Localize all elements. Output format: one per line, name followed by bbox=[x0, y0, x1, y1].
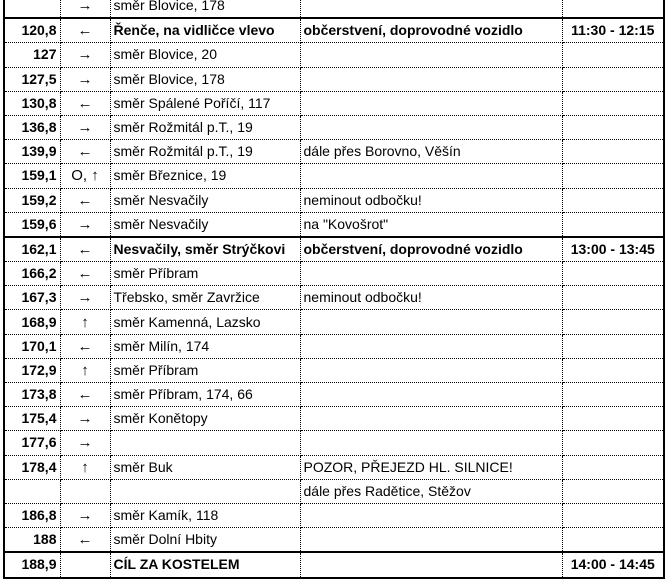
direction-description-cell: směr Dolní Hbity bbox=[110, 528, 300, 553]
direction-description-cell: směr Rožmitál p.T., 19 bbox=[110, 115, 300, 139]
time-cell: 11:30 - 12:15 bbox=[562, 18, 664, 43]
time-cell bbox=[562, 286, 664, 310]
note-cell: neminout odbočku! bbox=[300, 286, 562, 310]
direction-description-cell: směr Buk bbox=[110, 455, 300, 479]
direction-description-cell: Řenče, na vidličce vlevo bbox=[110, 18, 300, 43]
route-row bbox=[4, 188, 664, 212]
note-cell bbox=[300, 91, 562, 115]
direction-arrow-cell: ↑ bbox=[60, 358, 110, 382]
time-cell bbox=[562, 431, 664, 455]
time-cell bbox=[562, 479, 664, 503]
direction-arrow-cell: ← bbox=[60, 262, 110, 286]
direction-description-cell: směr Konětopy bbox=[110, 407, 300, 431]
route-table bbox=[3, 0, 665, 579]
note-cell bbox=[300, 358, 562, 382]
direction-arrow-cell bbox=[60, 552, 110, 577]
direction-arrow-cell: ↑ bbox=[60, 455, 110, 479]
route-row bbox=[4, 262, 664, 286]
checkpoint-row bbox=[4, 18, 664, 43]
km-cell: 178,4 bbox=[4, 455, 60, 479]
time-cell bbox=[562, 140, 664, 164]
route-row bbox=[4, 286, 664, 310]
time-cell bbox=[562, 407, 664, 431]
route-row bbox=[4, 528, 664, 553]
direction-arrow-cell: ← bbox=[60, 91, 110, 115]
km-cell: 168,9 bbox=[4, 310, 60, 334]
route-row bbox=[4, 43, 664, 67]
note-cell bbox=[300, 43, 562, 67]
km-cell: 188,9 bbox=[4, 552, 60, 577]
direction-description-cell: směr Kamenná, Lazsko bbox=[110, 310, 300, 334]
direction-description-cell: směr Nesvačily bbox=[110, 212, 300, 237]
km-cell: 188 bbox=[4, 528, 60, 553]
km-cell: 127,5 bbox=[4, 67, 60, 91]
direction-arrow-cell: → bbox=[60, 212, 110, 237]
route-table-wrapper bbox=[3, 0, 663, 579]
time-cell bbox=[562, 503, 664, 527]
direction-description-cell: směr Příbram bbox=[110, 262, 300, 286]
note-cell: na "Kovošrot" bbox=[300, 212, 562, 237]
direction-arrow-cell: → bbox=[60, 431, 110, 455]
direction-arrow-cell: O, ↑ bbox=[60, 164, 110, 188]
km-cell: 186,8 bbox=[4, 503, 60, 527]
direction-arrow-cell: → bbox=[60, 286, 110, 310]
direction-arrow-cell: ← bbox=[60, 334, 110, 358]
km-cell: 159,6 bbox=[4, 212, 60, 237]
time-cell bbox=[562, 91, 664, 115]
direction-description-cell: směr Rožmitál p.T., 19 bbox=[110, 140, 300, 164]
note-cell bbox=[300, 310, 562, 334]
note-cell bbox=[300, 552, 562, 577]
km-cell: 177,6 bbox=[4, 431, 60, 455]
km-cell: 159,1 bbox=[4, 164, 60, 188]
route-row bbox=[4, 407, 664, 431]
direction-arrow-cell: ← bbox=[60, 18, 110, 43]
note-cell: POZOR, PŘEJEZD HL. SILNICE! bbox=[300, 455, 562, 479]
time-cell bbox=[562, 455, 664, 479]
direction-description-cell: směr Nesvačily bbox=[110, 188, 300, 212]
direction-description-cell: směr Spálené Poříčí, 117 bbox=[110, 91, 300, 115]
note-cell bbox=[300, 262, 562, 286]
time-cell bbox=[562, 67, 664, 91]
direction-description-cell: směr Březnice, 19 bbox=[110, 164, 300, 188]
route-row bbox=[4, 455, 664, 479]
km-cell: 162,1 bbox=[4, 237, 60, 262]
route-row bbox=[4, 115, 664, 139]
direction-description-cell: směr Blovice, 20 bbox=[110, 43, 300, 67]
time-cell bbox=[562, 115, 664, 139]
route-row bbox=[4, 358, 664, 382]
direction-arrow-cell: ← bbox=[60, 188, 110, 212]
direction-arrow-cell: ↑ bbox=[60, 310, 110, 334]
km-cell: 120,8 bbox=[4, 18, 60, 43]
note-cell bbox=[300, 503, 562, 527]
route-row bbox=[4, 479, 664, 503]
direction-description-cell: směr Blovice, 178 bbox=[110, 0, 300, 18]
km-cell: 173,8 bbox=[4, 383, 60, 407]
route-table-body bbox=[4, 0, 664, 578]
direction-arrow-cell: → bbox=[60, 503, 110, 527]
note-cell bbox=[300, 0, 562, 18]
route-row bbox=[4, 91, 664, 115]
route-row bbox=[4, 0, 664, 18]
km-cell bbox=[4, 0, 60, 18]
checkpoint-row bbox=[4, 552, 664, 577]
direction-description-cell: Třebsko, směr Zavržice bbox=[110, 286, 300, 310]
time-cell: 14:00 - 14:45 bbox=[562, 552, 664, 577]
direction-description-cell: směr Blovice, 178 bbox=[110, 67, 300, 91]
time-cell bbox=[562, 212, 664, 237]
route-row bbox=[4, 334, 664, 358]
direction-arrow-cell: → bbox=[60, 407, 110, 431]
direction-arrow-cell: ← bbox=[60, 528, 110, 553]
direction-arrow-cell: ← bbox=[60, 237, 110, 262]
route-row bbox=[4, 310, 664, 334]
note-cell: dále přes Radětice, Stěžov bbox=[300, 479, 562, 503]
time-cell bbox=[562, 383, 664, 407]
note-cell bbox=[300, 383, 562, 407]
km-cell: 170,1 bbox=[4, 334, 60, 358]
note-cell: občerstvení, doprovodné vozidlo bbox=[300, 237, 562, 262]
direction-description-cell bbox=[110, 431, 300, 455]
note-cell bbox=[300, 431, 562, 455]
time-cell bbox=[562, 188, 664, 212]
checkpoint-row bbox=[4, 237, 664, 262]
direction-arrow-cell: ← bbox=[60, 383, 110, 407]
direction-arrow-cell: ← bbox=[60, 140, 110, 164]
note-cell: dále přes Borovno, Věšín bbox=[300, 140, 562, 164]
note-cell bbox=[300, 164, 562, 188]
km-cell bbox=[4, 479, 60, 503]
time-cell bbox=[562, 310, 664, 334]
time-cell bbox=[562, 0, 664, 18]
direction-description-cell: směr Příbram, 174, 66 bbox=[110, 383, 300, 407]
note-cell bbox=[300, 67, 562, 91]
direction-arrow-cell: → bbox=[60, 43, 110, 67]
time-cell: 13:00 - 13:45 bbox=[562, 237, 664, 262]
time-cell bbox=[562, 164, 664, 188]
time-cell bbox=[562, 262, 664, 286]
direction-arrow-cell: → bbox=[60, 67, 110, 91]
note-cell bbox=[300, 334, 562, 358]
km-cell: 166,2 bbox=[4, 262, 60, 286]
direction-arrow-cell: → bbox=[60, 0, 110, 18]
route-row bbox=[4, 164, 664, 188]
note-cell bbox=[300, 407, 562, 431]
direction-description-cell: směr Kamík, 118 bbox=[110, 503, 300, 527]
route-row bbox=[4, 383, 664, 407]
direction-description-cell bbox=[110, 479, 300, 503]
km-cell: 172,9 bbox=[4, 358, 60, 382]
km-cell: 127 bbox=[4, 43, 60, 67]
route-row bbox=[4, 503, 664, 527]
route-row bbox=[4, 140, 664, 164]
time-cell bbox=[562, 358, 664, 382]
km-cell: 136,8 bbox=[4, 115, 60, 139]
km-cell: 159,2 bbox=[4, 188, 60, 212]
note-cell bbox=[300, 115, 562, 139]
time-cell bbox=[562, 528, 664, 553]
time-cell bbox=[562, 334, 664, 358]
note-cell: občerstvení, doprovodné vozidlo bbox=[300, 18, 562, 43]
direction-description-cell: CÍL ZA KOSTELEM bbox=[110, 552, 300, 577]
km-cell: 139,9 bbox=[4, 140, 60, 164]
direction-description-cell: směr Milín, 174 bbox=[110, 334, 300, 358]
direction-description-cell: směr Příbram bbox=[110, 358, 300, 382]
note-cell: neminout odbočku! bbox=[300, 188, 562, 212]
route-row bbox=[4, 431, 664, 455]
direction-arrow-cell bbox=[60, 479, 110, 503]
km-cell: 167,3 bbox=[4, 286, 60, 310]
time-cell bbox=[562, 43, 664, 67]
direction-description-cell: Nesvačily, směr Strýčkovi bbox=[110, 237, 300, 262]
route-row bbox=[4, 67, 664, 91]
route-row bbox=[4, 212, 664, 237]
direction-arrow-cell: → bbox=[60, 115, 110, 139]
note-cell bbox=[300, 528, 562, 553]
km-cell: 175,4 bbox=[4, 407, 60, 431]
km-cell: 130,8 bbox=[4, 91, 60, 115]
